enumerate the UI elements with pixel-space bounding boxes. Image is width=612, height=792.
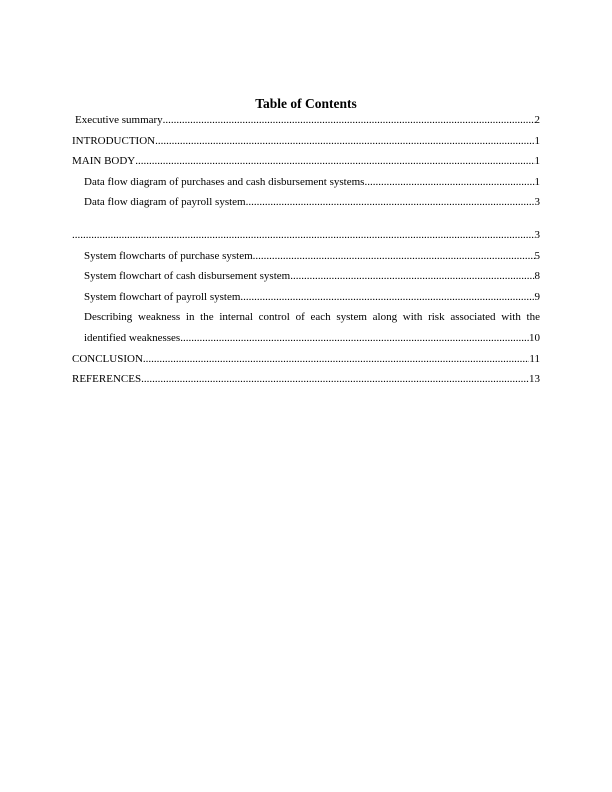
- toc-page-number: 9: [534, 290, 540, 303]
- toc-entry-flowchart-payroll[interactable]: [72, 289, 540, 310]
- toc-entry-label: Data flow diagram of payroll system: [84, 196, 246, 209]
- toc-dot-leader: [180, 330, 529, 346]
- toc-entry-weakness[interactable]: [72, 309, 540, 350]
- toc-entry-main-body[interactable]: [72, 153, 540, 174]
- toc-dot-leader: [364, 174, 534, 190]
- toc-entry-label: INTRODUCTION: [72, 134, 156, 147]
- toc-dot-leader: [240, 289, 534, 305]
- toc-dot-leader: [253, 248, 535, 264]
- toc-entry-blank[interactable]: [72, 227, 540, 248]
- toc-page-number: 1: [534, 134, 540, 147]
- toc-page-number: 8: [534, 270, 540, 283]
- toc-dot-leader: [163, 112, 535, 128]
- toc-entry-label: System flowcharts of purchase system: [84, 249, 253, 262]
- toc-dot-leader: [290, 268, 534, 284]
- toc-page-number: 1: [534, 155, 540, 168]
- toc-dot-leader: [246, 194, 535, 210]
- toc-entry-label: CONCLUSION: [72, 352, 143, 365]
- toc-entry-label: System flowchart of cash disbursement system: [84, 270, 291, 283]
- toc-entry-label: Executive summary: [75, 114, 163, 126]
- toc-dot-leader: [72, 227, 535, 243]
- toc-entry-label: System flowchart of payroll system: [84, 290, 241, 303]
- toc-entry-dfd-purchases[interactable]: [72, 174, 540, 195]
- toc-entry-flowchart-purchase[interactable]: [72, 248, 540, 269]
- toc-dot-leader: [143, 351, 530, 367]
- toc-page-number: 3: [534, 228, 540, 241]
- toc-entry-flowchart-cash[interactable]: [72, 268, 540, 289]
- toc-dot-leader: [141, 371, 529, 387]
- toc-page-number: 10: [529, 331, 540, 344]
- toc-entry-label: Data flow diagram of purchases and cash disbursement systems: [84, 175, 365, 188]
- toc-entry-references[interactable]: [72, 371, 540, 392]
- toc-entry-label-line2: identified weaknesses: [84, 331, 181, 344]
- toc-entry-label: REFERENCES: [72, 373, 142, 386]
- toc-entry-label-line1: Describing weakness in the internal control of each system along with risk associated with the: [84, 311, 540, 324]
- toc-entry-executive-summary[interactable]: [72, 112, 540, 133]
- toc-page-number: 1: [534, 175, 540, 188]
- toc-entry-introduction[interactable]: [72, 133, 540, 154]
- toc-entry-conclusion[interactable]: [72, 351, 540, 372]
- toc-dot-leader: [135, 153, 534, 169]
- toc-entry-dfd-payroll[interactable]: [72, 194, 540, 215]
- toc-dot-leader: [155, 133, 534, 149]
- toc-page-number: 2: [534, 114, 540, 126]
- toc-page-number: 11: [529, 352, 540, 365]
- toc-page-number: 3: [534, 196, 540, 209]
- toc-page-number: 13: [529, 373, 540, 386]
- toc-title: Table of Contents: [255, 96, 357, 111]
- toc-entry-label: MAIN BODY: [72, 155, 136, 168]
- toc-list: [72, 112, 540, 392]
- toc-page-number: 5: [534, 249, 540, 262]
